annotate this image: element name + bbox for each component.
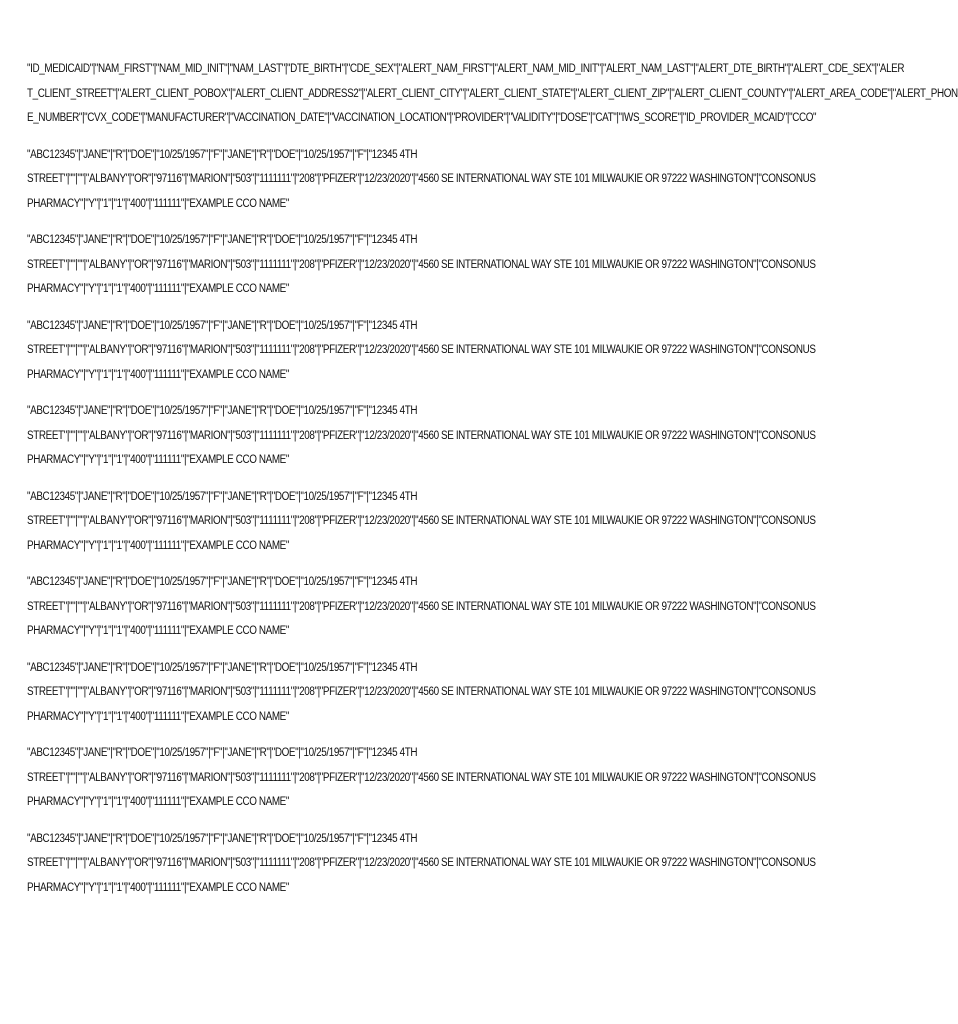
data-record bbox=[27, 228, 816, 302]
record-line: PHARMACY"|"Y"|"1"|"1"|"400"|"111111"|"EXAMPLE CCO NAME" bbox=[27, 539, 290, 552]
record-line: "ABC12345"|"JANE"|"R"|"DOE"|"10/25/1957"|"F"|"JANE"|"R"|"DOE"|"10/25/1957"|"F"|"12345 4TH bbox=[27, 490, 418, 503]
record-line: STREET"|""|""|"ALBANY"|"OR"|"97116"|"MARION"|"503"|"1111111"|"208"|"PFIZER"|"12/23/2020"|"4560 SE INTERNATIONAL WAY STE 101 MILWAUKIE OR 97222 WASHINGTON"|"CONSONUS bbox=[27, 344, 816, 356]
data-record bbox=[27, 570, 816, 644]
record-line: "ABC12345"|"JANE"|"R"|"DOE"|"10/25/1957"|"F"|"JANE"|"R"|"DOE"|"10/25/1957"|"F"|"12345 4TH bbox=[27, 747, 418, 759]
record-line: PHARMACY"|"Y"|"1"|"1"|"400"|"111111"|"EXAMPLE CCO NAME" bbox=[27, 368, 290, 381]
data-record bbox=[27, 399, 816, 473]
record-line: STREET"|""|""|"ALBANY"|"OR"|"97116"|"MARION"|"503"|"1111111"|"208"|"PFIZER"|"12/23/2020"|"4560 SE INTERNATIONAL WAY STE 101 MILWAUKIE OR 97222 WASHINGTON"|"CONSONUS bbox=[27, 515, 816, 527]
header-line: E_NUMBER"|"CVX_CODE"|"MANUFACTURER"|"VACCINATION_DATE"|"VACCINATION_LOCATION"|"PROVIDER"|"VALIDITY"|"DOSE"|"CAT"|"IWS_SCORE"|"ID_PROVIDER_MCAID"|"CCO" bbox=[27, 112, 817, 124]
record-line: "ABC12345"|"JANE"|"R"|"DOE"|"10/25/1957"|"F"|"JANE"|"R"|"DOE"|"10/25/1957"|"F"|"12345 4TH bbox=[27, 661, 418, 674]
header-line: T_CLIENT_STREET"|"ALERT_CLIENT_POBOX"|"ALERT_CLIENT_ADDRESS2"|"ALERT_CLIENT_CITY"|"ALERT_CLIENT_STATE"|"ALERT_CLIENT_ZIP"|"ALERT_CLIENT_COUNTY"|"ALERT_AREA_CODE"|"ALERT_PHON bbox=[27, 87, 958, 100]
data-record bbox=[27, 656, 816, 730]
record-line: PHARMACY"|"Y"|"1"|"1"|"400"|"111111"|"EXAMPLE CCO NAME" bbox=[27, 625, 290, 637]
record-line: PHARMACY"|"Y"|"1"|"1"|"400"|"111111"|"EXAMPLE CCO NAME" bbox=[27, 454, 290, 466]
record-line: STREET"|""|""|"ALBANY"|"OR"|"97116"|"MARION"|"503"|"1111111"|"208"|"PFIZER"|"12/23/2020"|"4560 SE INTERNATIONAL WAY STE 101 MILWAUKIE OR 97222 WASHINGTON"|"CONSONUS bbox=[27, 686, 816, 698]
record-line: "ABC12345"|"JANE"|"R"|"DOE"|"10/25/1957"|"F"|"JANE"|"R"|"DOE"|"10/25/1957"|"F"|"12345 4TH bbox=[27, 234, 418, 246]
record-line: PHARMACY"|"Y"|"1"|"1"|"400"|"111111"|"EXAMPLE CCO NAME" bbox=[27, 710, 290, 723]
record-line: "ABC12345"|"JANE"|"R"|"DOE"|"10/25/1957"|"F"|"JANE"|"R"|"DOE"|"10/25/1957"|"F"|"12345 4TH bbox=[27, 405, 418, 417]
record-line: "ABC12345"|"JANE"|"R"|"DOE"|"10/25/1957"|"F"|"JANE"|"R"|"DOE"|"10/25/1957"|"F"|"12345 4TH bbox=[27, 148, 418, 161]
record-line: PHARMACY"|"Y"|"1"|"1"|"400"|"111111"|"EXAMPLE CCO NAME" bbox=[27, 881, 290, 894]
record-line: "ABC12345"|"JANE"|"R"|"DOE"|"10/25/1957"|"F"|"JANE"|"R"|"DOE"|"10/25/1957"|"F"|"12345 4TH bbox=[27, 319, 418, 332]
header-line: "ID_MEDICAID"|"NAM_FIRST"|"NAM_MID_INIT"|"NAM_LAST"|"DTE_BIRTH"|"CDE_SEX"|"ALERT_NAM_FIRST"|"ALERT_NAM_MID_INIT"|"ALERT_NAM_LAST"|"ALERT_DTE_BIRTH"|"ALERT_CDE_SEX"|"ALER bbox=[27, 63, 905, 75]
record-line: STREET"|""|""|"ALBANY"|"OR"|"97116"|"MARION"|"503"|"1111111"|"208"|"PFIZER"|"12/23/2020"|"4560 SE INTERNATIONAL WAY STE 101 MILWAUKIE OR 97222 WASHINGTON"|"CONSONUS bbox=[27, 429, 816, 442]
column-header-block bbox=[27, 57, 958, 131]
document-page bbox=[27, 57, 958, 900]
record-line: "ABC12345"|"JANE"|"R"|"DOE"|"10/25/1957"|"F"|"JANE"|"R"|"DOE"|"10/25/1957"|"F"|"12345 4TH bbox=[27, 576, 418, 588]
record-line: STREET"|""|""|"ALBANY"|"OR"|"97116"|"MARION"|"503"|"1111111"|"208"|"PFIZER"|"12/23/2020"|"4560 SE INTERNATIONAL WAY STE 101 MILWAUKIE OR 97222 WASHINGTON"|"CONSONUS bbox=[27, 258, 816, 271]
data-record bbox=[27, 741, 816, 815]
record-line: STREET"|""|""|"ALBANY"|"OR"|"97116"|"MARION"|"503"|"1111111"|"208"|"PFIZER"|"12/23/2020"|"4560 SE INTERNATIONAL WAY STE 101 MILWAUKIE OR 97222 WASHINGTON"|"CONSONUS bbox=[27, 173, 816, 185]
data-record bbox=[27, 143, 816, 217]
record-line: PHARMACY"|"Y"|"1"|"1"|"400"|"111111"|"EXAMPLE CCO NAME" bbox=[27, 283, 290, 295]
record-line: STREET"|""|""|"ALBANY"|"OR"|"97116"|"MARION"|"503"|"1111111"|"208"|"PFIZER"|"12/23/2020"|"4560 SE INTERNATIONAL WAY STE 101 MILWAUKIE OR 97222 WASHINGTON"|"CONSONUS bbox=[27, 771, 816, 784]
record-line: STREET"|""|""|"ALBANY"|"OR"|"97116"|"MARION"|"503"|"1111111"|"208"|"PFIZER"|"12/23/2020"|"4560 SE INTERNATIONAL WAY STE 101 MILWAUKIE OR 97222 WASHINGTON"|"CONSONUS bbox=[27, 857, 816, 869]
data-record bbox=[27, 485, 816, 559]
data-record bbox=[27, 314, 816, 388]
record-line: PHARMACY"|"Y"|"1"|"1"|"400"|"111111"|"EXAMPLE CCO NAME" bbox=[27, 197, 290, 210]
data-record bbox=[27, 827, 816, 901]
record-line: PHARMACY"|"Y"|"1"|"1"|"400"|"111111"|"EXAMPLE CCO NAME" bbox=[27, 796, 290, 808]
record-line: STREET"|""|""|"ALBANY"|"OR"|"97116"|"MARION"|"503"|"1111111"|"208"|"PFIZER"|"12/23/2020"|"4560 SE INTERNATIONAL WAY STE 101 MILWAUKIE OR 97222 WASHINGTON"|"CONSONUS bbox=[27, 600, 816, 613]
record-line: "ABC12345"|"JANE"|"R"|"DOE"|"10/25/1957"|"F"|"JANE"|"R"|"DOE"|"10/25/1957"|"F"|"12345 4TH bbox=[27, 832, 418, 845]
